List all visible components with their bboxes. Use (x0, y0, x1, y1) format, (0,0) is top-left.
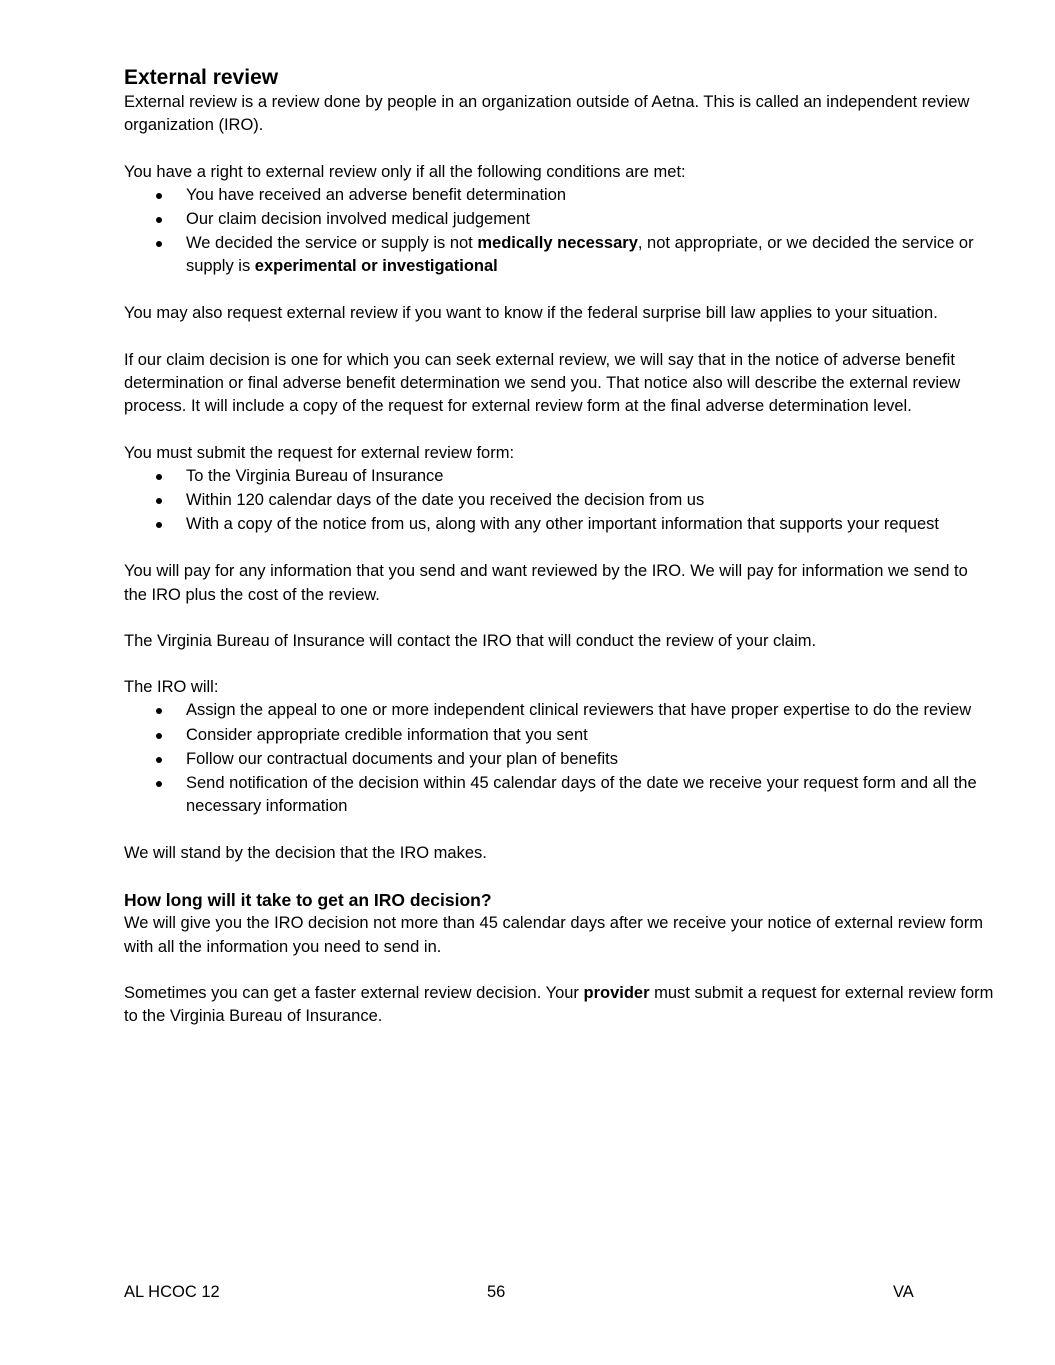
surprise-bill-paragraph: You may also request external review if you want to know if the federal surprise bill law applies to your situation. (124, 304, 938, 323)
iro-list (124, 699, 994, 818)
list-item: Our claim decision involved medical judgement (124, 208, 994, 231)
notice-paragraph: If our claim decision is one for which you can seek external review, we will say that in the notice of adverse benefit determination or final adverse benefit determination we send you. That notice also will describe the external review process. It will include a copy of the request for external review form at the final adverse determination level. (124, 350, 961, 416)
paragraph-text: Sometimes you can get a faster external review decision. Your (124, 983, 584, 1002)
page-number: 56 (487, 1283, 506, 1301)
iro-lead: The IRO will: (124, 678, 219, 697)
iro-timing-paragraph: We will give you the IRO decision not more than 45 calendar days after we receive your notice of external review form with all the information you need to send in. (124, 914, 984, 956)
condition-text: , not appropriate, or we decided the service or supply is (186, 234, 974, 276)
faster-review-paragraph (124, 982, 994, 1029)
footer-document-code: AL HCOC 12 (124, 1283, 220, 1301)
list-item: Within 120 calendar days of the date you received the decision from us (124, 489, 994, 512)
conditions-list (124, 184, 994, 279)
conditions-lead: You have a right to external review only if all the following conditions are met: (124, 162, 686, 181)
list-item: You have received an adverse benefit determination (124, 184, 994, 207)
medically-necessary-term: medically necessary (477, 234, 638, 253)
list-item: Consider appropriate credible information that you sent (124, 724, 994, 747)
payment-paragraph: You will pay for any information that you send and want reviewed by the IRO. We will pay for information we send to the IRO plus the cost of the review. (124, 562, 968, 604)
stand-by-paragraph: We will stand by the decision that the IRO makes. (124, 844, 487, 863)
subsection-title: How long will it take to get an IRO decision? (124, 890, 492, 911)
list-item: To the Virginia Bureau of Insurance (124, 465, 994, 488)
list-item: Send notification of the decision within 45 calendar days of the date we receive your request form and all the necessary information (124, 772, 994, 819)
list-item: Assign the appeal to one or more independent clinical reviewers that have proper expertise to do the review (124, 699, 994, 722)
provider-term: provider (583, 983, 650, 1002)
footer-state-code: VA (893, 1283, 914, 1301)
condition-text: We decided the service or supply is not (186, 234, 478, 253)
list-item (124, 232, 994, 279)
experimental-term: experimental or investigational (254, 257, 498, 276)
paragraph-text: must submit a request for external review form to the Virginia Bureau of Insurance. (124, 983, 994, 1026)
intro-paragraph: External review is a review done by people in an organization outside of Aetna. This is called an independent review organization (IRO). (124, 93, 970, 135)
bureau-paragraph: The Virginia Bureau of Insurance will contact the IRO that will conduct the review of your claim. (124, 631, 817, 650)
list-item: With a copy of the notice from us, along with any other important information that supports your request (124, 513, 994, 536)
submit-list (124, 465, 994, 536)
submit-lead: You must submit the request for external review form: (124, 443, 515, 462)
section-title: External review (124, 66, 279, 89)
document-page (124, 64, 994, 1029)
list-item: Follow our contractual documents and your plan of benefits (124, 748, 994, 771)
